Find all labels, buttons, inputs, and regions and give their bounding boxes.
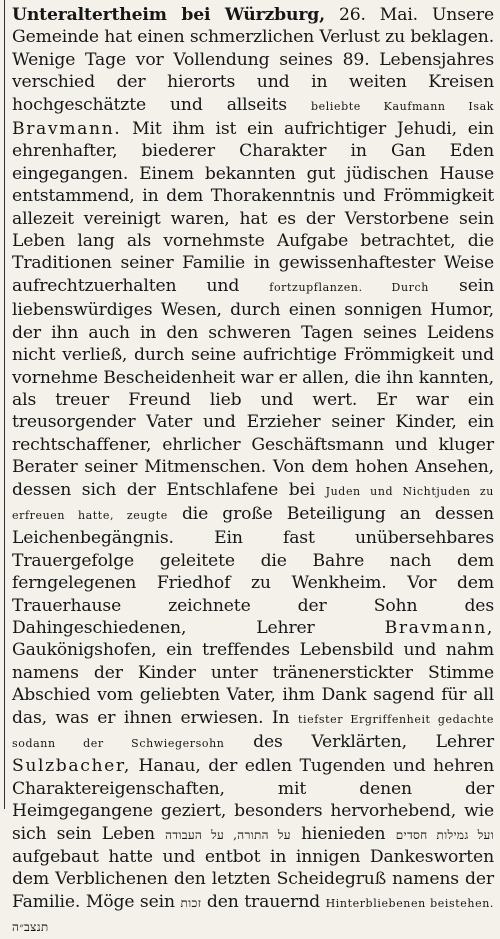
spaced-name: Bravmann. xyxy=(12,119,122,140)
text-segment: sein liebenswürdiges Wesen, durch einen sonnigen Humor, der ihn auch in den schweren Tagen seines Leidens nicht verließ, durch seine aufrichtige Frömmigkeit und vornehme Bescheidenheit war er allen, die ihn kannten, als treuer Freund lieb und wert. Er war ein treusorgender Vater und Erzieher seiner Kinder, ein rechtschaffener, ehrlicher Geschäftsmann und kluger Berater seiner Mitmenschen. Von dem hohen Ansehen, dessen sich der Entschlafene bei xyxy=(12,275,494,500)
small-print-segment: fortzupflanzen. Durch xyxy=(269,280,429,294)
hebrew-phrase: זכות xyxy=(180,895,202,910)
text-segment: Mit ihm ist ein aufrichtiger Jehudi, ein ehrenhafter, biederer Charakter in Gan Eden eingegangen. Einem bekannten gut jüdischen Hause entstammend, in dem Thorakenntnis und Frömmigkeit allezeit vereinigt waren, hat es der Verstorbene sein Leben lang als vornehmste Aufgabe betrachtet, die Traditionen seiner Familie in gewissenhaftester Weise aufrechtzuerhalten und xyxy=(12,119,494,296)
text-segment: die große Beteiligung an dessen Leichenbegängnis. Ein fast unübersehbares Trauergefolge geleitete die Bahre nach dem ferngelegenen Friedhof zu Wenkheim. Vor dem Trauerhause zeichnete der Sohn des Dahingeschiedenen, Lehrer xyxy=(12,503,494,638)
small-print-segment: Hinterbliebenen beistehen. xyxy=(325,896,494,910)
text-segment: hienieden xyxy=(301,823,386,844)
small-print-segment: Juden und Nichtjuden zu erfreuen hatte, zeugte xyxy=(12,484,494,522)
small-print-segment: tiefster Ergriffenheit gedachte sodann der Schwiegersohn xyxy=(12,712,494,750)
text-segment: Gaukönigshofen, ein treffendes Lebensbild und nahm namens der Kinder unter tränenerstickter Stimme Abschied vom geliebten Vater, ihm Dank sagend für all das, was er ihnen erwiesen. In xyxy=(12,640,494,728)
text-segment: Unsere Gemeinde hat einen schmerzlichen Verlust zu beklagen. Wenige Tage vor Vollendung seines 89. Lebensjahres verschied der hierorts und in weiten Kreisen hochgeschätzte und allseits xyxy=(12,5,495,115)
text-segment: den trauernd xyxy=(206,891,320,912)
hebrew-abbreviation: תנצב״ה xyxy=(12,920,49,935)
text-segment: des Verklärten, Lehrer xyxy=(253,732,494,752)
article-headline: Unteraltertheim bei Würzburg, xyxy=(12,5,325,25)
spaced-name: Sulzbacher, xyxy=(12,756,131,777)
text-segment: aufgebaut hatte und entbot in innigen Dankesworten dem Verblichenen den letzten Scheidegruß namens der Familie. Möge sein xyxy=(12,847,494,912)
column-rule xyxy=(4,0,5,809)
article-body xyxy=(12,4,494,939)
hebrew-phrase: ועל גמילות חסדים xyxy=(395,827,494,842)
article-date: 26. Mai. xyxy=(338,5,418,25)
spaced-name: Bravmann, xyxy=(384,617,494,638)
small-print-segment: beliebte Kaufmann Isak xyxy=(311,99,494,113)
hebrew-phrase: על התורה, על העבודה xyxy=(165,827,291,842)
text-segment: Hanau, der edlen Tugenden und hehren Charaktereigenschaften, mit denen der Heimgegangene geziert, besonders hervorhebend, wie sich sein Leben xyxy=(12,756,494,844)
